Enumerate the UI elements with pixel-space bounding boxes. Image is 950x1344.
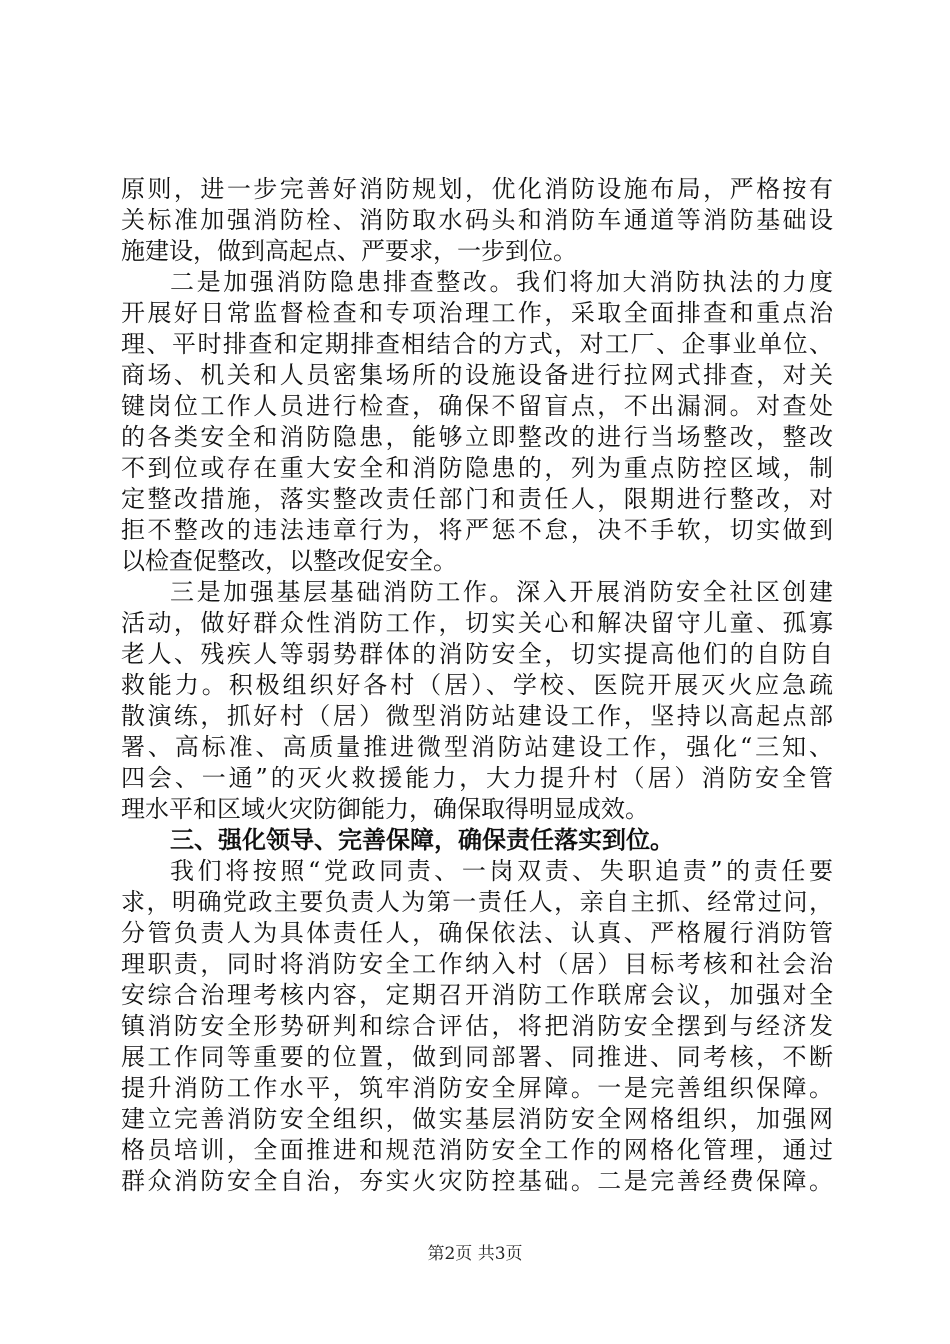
paragraph-first-line: 我们将按照“党政同责、一岗双责、失职追责”的责任要 (170, 857, 833, 885)
body-text-line: 以检查促整改，以整改促安全。 (121, 547, 457, 575)
body-text-line: 署、高标准、高质量推进微型消防站建设工作，强化“三知、 (121, 733, 833, 761)
body-text-line: 救能力。积极组织好各村（居）、学校、医院开展灭火应急疏 (121, 671, 833, 699)
body-text-line: 活动，做好群众性消防工作，切实关心和解决留守儿童、孤寡 (121, 609, 833, 637)
body-text-line: 不到位或存在重大安全和消防隐患的，列为重点防控区域，制 (121, 454, 833, 482)
body-text-line: 四会、一通”的灭火救援能力，大力提升村（居）消防安全管 (121, 764, 833, 792)
body-text-line: 键岗位工作人员进行检查，确保不留盲点，不出漏洞。对查处 (121, 392, 833, 420)
page-footer: 第2页 共3页 (427, 1244, 523, 1264)
body-text-line: 提升消防工作水平，筑牢消防安全屏障。一是完善组织保障。 (121, 1074, 833, 1102)
body-text-line: 求，明确党政主要负责人为第一责任人，亲自主抓、经常过问， (121, 888, 833, 916)
body-text-line: 施建设，做到高起点、严要求，一步到位。 (121, 237, 577, 265)
body-text-line: 建立完善消防安全组织，做实基层消防安全网格组织，加强网 (121, 1105, 833, 1133)
body-text-line: 镇消防安全形势研判和综合评估，将把消防安全摆到与经济发 (121, 1012, 833, 1040)
body-text-line: 理职责，同时将消防安全工作纳入村（居）目标考核和社会治 (121, 950, 833, 978)
section-heading: 三、强化领导、完善保障，确保责任落实到位。 (170, 825, 674, 854)
body-text-line: 商场、机关和人员密集场所的设施设备进行拉网式排查，对关 (121, 361, 833, 389)
body-text-line: 原则，进一步完善好消防规划，优化消防设施布局，严格按有 (121, 175, 833, 203)
body-text-line: 老人、残疾人等弱势群体的消防安全，切实提高他们的自防自 (121, 640, 833, 668)
paragraph-first-line: 三是加强基层基础消防工作。深入开展消防安全社区创建 (170, 578, 833, 606)
body-text-line: 分管负责人为具体责任人，确保依法、认真、严格履行消防管 (121, 919, 833, 947)
body-text-line: 的各类安全和消防隐患，能够立即整改的进行当场整改，整改 (121, 423, 833, 451)
body-text-line: 群众消防安全自治，夯实火灾防控基础。二是完善经费保障。 (121, 1167, 833, 1195)
body-text-line: 拒不整改的违法违章行为，将严惩不怠，决不手软，切实做到 (121, 516, 833, 544)
body-text-line: 关标准加强消防栓、消防取水码头和消防车通道等消防基础设 (121, 206, 833, 234)
body-text-line: 格员培训，全面推进和规范消防安全工作的网格化管理，通过 (121, 1136, 833, 1164)
body-text-line: 开展好日常监督检查和专项治理工作，采取全面排查和重点治 (121, 299, 833, 327)
body-text-line: 理水平和区域火灾防御能力，确保取得明显成效。 (121, 795, 649, 823)
body-text-line: 散演练，抓好村（居）微型消防站建设工作，坚持以高起点部 (121, 702, 833, 730)
body-text-line: 定整改措施，落实整改责任部门和责任人，限期进行整改，对 (121, 485, 833, 513)
body-text-line: 展工作同等重要的位置，做到同部署、同推进、同考核，不断 (121, 1043, 833, 1071)
paragraph-first-line: 二是加强消防隐患排查整改。我们将加大消防执法的力度 (170, 268, 833, 296)
body-text-line: 理、平时排查和定期排查相结合的方式，对工厂、企事业单位、 (121, 330, 833, 358)
body-text-line: 安综合治理考核内容，定期召开消防工作联席会议，加强对全 (121, 981, 833, 1009)
